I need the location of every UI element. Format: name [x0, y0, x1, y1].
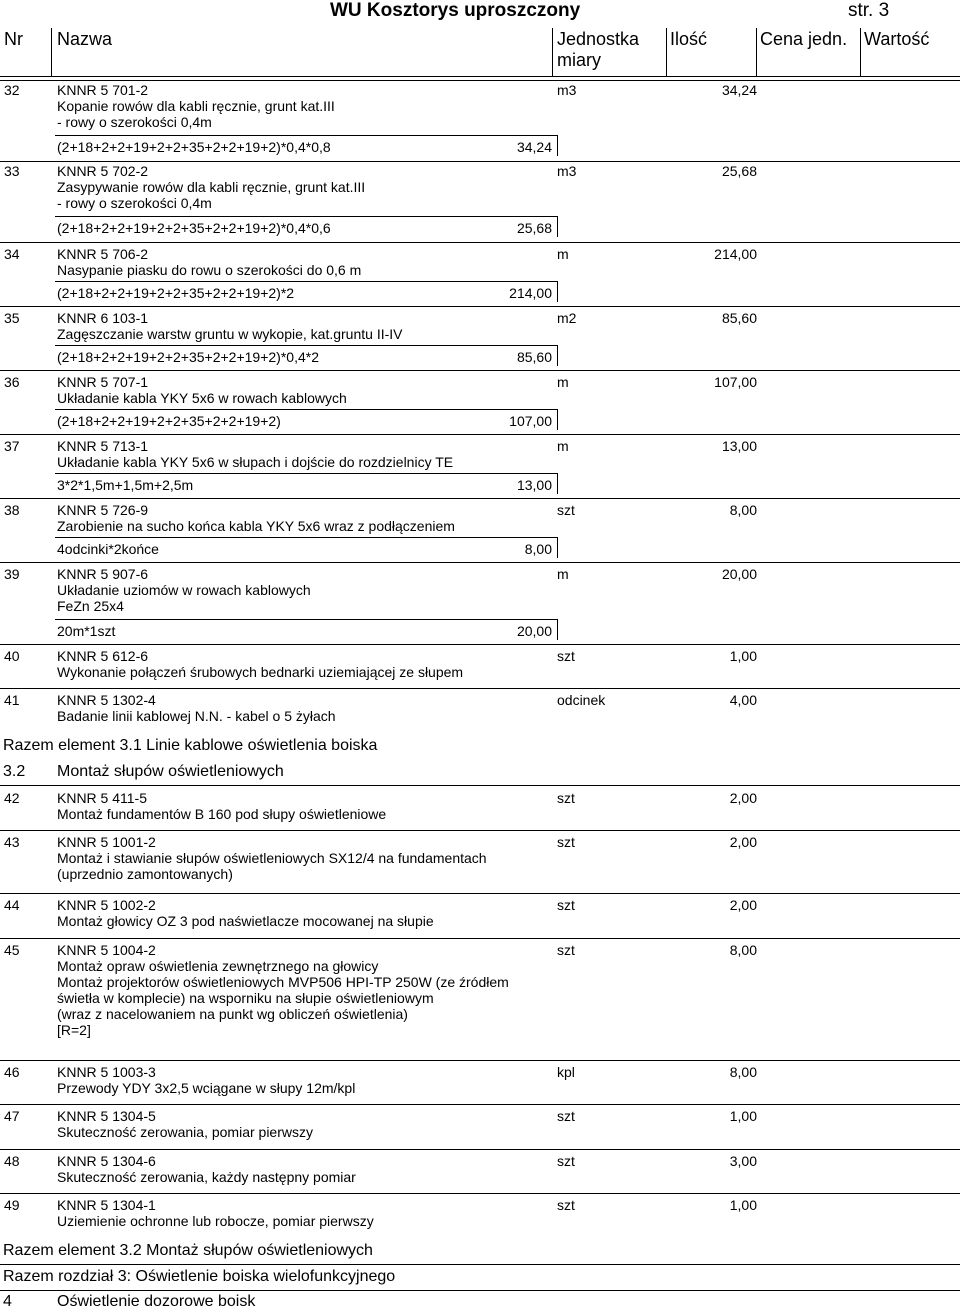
- item-unit: szt: [557, 897, 575, 913]
- item-nr: 45: [4, 942, 20, 958]
- row-rule: [0, 893, 960, 894]
- item-description: Uziemienie ochronne lub robocze, pomiar pierwszy: [57, 1213, 374, 1229]
- item-calc: (2+18+2+2+19+2+2+35+2+2+19+2): [57, 413, 281, 429]
- item-description: Montaż fundamentów B 160 pod słupy oświetleniowe: [57, 806, 387, 822]
- item-unit: szt: [557, 1108, 575, 1124]
- item-description: Zasypywanie rowów dla kabli ręcznie, grunt kat.III - rowy o szerokości 0,4m: [57, 179, 366, 211]
- item-code: KNNR 5 1004-2: [57, 942, 156, 958]
- item-description: Układanie uziomów w rowach kablowych FeZn 25x4: [57, 582, 311, 614]
- col-wartosc: Wartość: [864, 29, 930, 49]
- item-calc-value: 214,00: [509, 285, 552, 301]
- item-qty: 2,00: [729, 790, 757, 806]
- item-qty: 4,00: [729, 692, 757, 708]
- row-rule: [0, 938, 960, 939]
- item-qty: 214,00: [714, 246, 757, 262]
- section-number: 4: [3, 1293, 12, 1310]
- item-description: Układanie kabla YKY 5x6 w słupach i dojście do rozdzielnicy TE: [57, 454, 454, 470]
- item-unit: m: [557, 246, 569, 262]
- row-rule: [0, 644, 960, 645]
- col-nazwa: Nazwa: [57, 29, 113, 49]
- item-nr: 36: [4, 374, 20, 390]
- item-code: KNNR 5 612-6: [57, 648, 149, 664]
- item-description: Kopanie rowów dla kabli ręcznie, grunt kat.III - rowy o szerokości 0,4m: [57, 98, 335, 130]
- item-description: Montaż opraw oświetlenia zewnętrznego na głowicy Montaż projektorów oświetleniowych MVP506 HPI-TP 250W (ze źródłem świetła w komplecie) na wsporniku na słupie oświetleniowym (wraz z nacelowaniem na punkt wg obliczeń oświetlenia) [R=2]: [57, 958, 509, 1038]
- element-total-3-1: Razem element 3.1 Linie kablowe oświetlenia boiska: [3, 737, 378, 754]
- item-description: Montaż i stawianie słupów oświetleniowych SX12/4 na fundamentach (uprzednio zamontowanych): [57, 850, 487, 882]
- page-number: str. 3: [848, 0, 890, 21]
- col-divider: [666, 28, 667, 76]
- item-qty: 85,60: [721, 310, 757, 326]
- item-calc-value: 13,00: [516, 477, 552, 493]
- item-calc: 3*2*1,5m+1,5m+2,5m: [57, 477, 194, 493]
- item-nr: 38: [4, 502, 20, 518]
- item-calc: 20m*1szt: [57, 623, 116, 639]
- item-unit: m3: [557, 163, 577, 179]
- item-calc-value: 85,60: [516, 349, 552, 365]
- item-nr: 46: [4, 1064, 20, 1080]
- item-nr: 47: [4, 1108, 20, 1124]
- item-code: KNNR 5 411-5: [57, 790, 148, 806]
- item-nr: 35: [4, 310, 20, 326]
- item-qty: 8,00: [729, 1064, 757, 1080]
- item-qty: 2,00: [729, 897, 757, 913]
- col-cena: Cena jedn.: [760, 29, 848, 49]
- item-unit: szt: [557, 790, 575, 806]
- item-description: Montaż głowicy OZ 3 pod naświetlacze mocowanej na słupie: [57, 913, 434, 929]
- item-qty: 1,00: [729, 648, 757, 664]
- column-header: [0, 28, 960, 76]
- item-nr: 34: [4, 246, 20, 262]
- section-title: Montaż słupów oświetleniowych: [57, 763, 284, 780]
- row-rule: [0, 688, 960, 689]
- row-rule: [0, 1193, 960, 1194]
- item-qty: 107,00: [714, 374, 757, 390]
- row-rule: [0, 370, 960, 371]
- item-qty: 8,00: [729, 502, 757, 518]
- item-code: KNNR 5 706-2: [57, 246, 149, 262]
- item-description: Skuteczność zerowania, każdy następny pomiar: [57, 1169, 356, 1185]
- item-code: KNNR 5 907-6: [57, 566, 149, 582]
- item-description: Zagęszczanie warstw gruntu w wykopie, kat.gruntu II-IV: [57, 326, 403, 342]
- item-calc: (2+18+2+2+19+2+2+35+2+2+19+2)*0,4*0,6: [57, 220, 331, 236]
- item-code: KNNR 5 1002-2: [57, 897, 156, 913]
- col-divider: [51, 28, 52, 76]
- row-rule: [0, 498, 960, 499]
- item-qty: 20,00: [721, 566, 757, 582]
- item-description: Zarobienie na sucho końca kabla YKY 5x6 wraz z podłączeniem: [57, 518, 455, 534]
- item-unit: m2: [557, 310, 577, 326]
- item-code: KNNR 5 1001-2: [57, 834, 156, 850]
- item-unit: m: [557, 566, 569, 582]
- item-qty: 1,00: [729, 1108, 757, 1124]
- col-ilosc: Ilość: [670, 29, 708, 49]
- item-qty: 3,00: [729, 1153, 757, 1169]
- item-description: Badanie linii kablowej N.N. - kabel o 5 żyłach: [57, 708, 336, 724]
- item-calc-value: 25,68: [516, 220, 552, 236]
- item-calc: (2+18+2+2+19+2+2+35+2+2+19+2)*2: [57, 285, 295, 301]
- item-qty: 8,00: [729, 942, 757, 958]
- item-qty: 2,00: [729, 834, 757, 850]
- item-nr: 41: [4, 692, 20, 708]
- col-miary: miary: [557, 50, 601, 70]
- item-code: KNNR 5 707-1: [57, 374, 149, 390]
- header-rule: [0, 76, 960, 77]
- item-description: Wykonanie połączeń śrubowych bednarki uziemiającej ze słupem: [57, 664, 464, 680]
- item-calc: (2+18+2+2+19+2+2+35+2+2+19+2)*0,4*0,8: [57, 139, 331, 155]
- section-number: 3.2: [3, 763, 26, 780]
- item-qty: 1,00: [729, 1197, 757, 1213]
- col-divider: [552, 28, 553, 76]
- item-unit: kpl: [557, 1064, 575, 1080]
- item-nr: 40: [4, 648, 20, 664]
- item-calc: 4odcinki*2końce: [57, 541, 159, 557]
- item-nr: 37: [4, 438, 20, 454]
- calc-box: [55, 619, 558, 640]
- item-unit: szt: [557, 942, 575, 958]
- col-divider: [860, 28, 861, 76]
- element-total-3-2: Razem element 3.2 Montaż słupów oświetleniowych: [3, 1242, 373, 1259]
- col-jednostka: Jednostka: [557, 29, 640, 49]
- item-nr: 32: [4, 82, 20, 98]
- section-title: Oświetlenie dozorowe boisk: [57, 1293, 256, 1310]
- item-nr: 48: [4, 1153, 20, 1169]
- row-rule: [0, 1149, 960, 1150]
- item-code: KNNR 5 702-2: [57, 163, 149, 179]
- row-rule: [0, 1290, 960, 1291]
- item-description: Przewody YDY 3x2,5 wciągane w słupy 12m/kpl: [57, 1080, 356, 1096]
- item-qty: 34,24: [721, 82, 757, 98]
- row-rule: [0, 1104, 960, 1105]
- item-unit: szt: [557, 1197, 575, 1213]
- row-rule: [0, 830, 960, 831]
- item-unit: m: [557, 374, 569, 390]
- col-nr: Nr: [4, 29, 23, 49]
- item-code: KNNR 5 1304-1: [57, 1197, 156, 1213]
- item-unit: m3: [557, 82, 577, 98]
- row-rule: [0, 242, 960, 243]
- item-nr: 44: [4, 897, 20, 913]
- item-description: Nasypanie piasku do rowu o szerokości do 0,6 m: [57, 262, 362, 278]
- item-unit: m: [557, 438, 569, 454]
- item-code: KNNR 5 726-9: [57, 502, 149, 518]
- item-description: Skuteczność zerowania, pomiar pierwszy: [57, 1124, 313, 1140]
- item-code: KNNR 5 1302-4: [57, 692, 156, 708]
- item-code: KNNR 6 103-1: [57, 310, 149, 326]
- row-rule: [0, 1060, 960, 1061]
- item-nr: 33: [4, 163, 20, 179]
- item-code: KNNR 5 1003-3: [57, 1064, 156, 1080]
- item-unit: szt: [557, 648, 575, 664]
- item-nr: 39: [4, 566, 20, 582]
- item-qty: 13,00: [721, 438, 757, 454]
- item-nr: 43: [4, 834, 20, 850]
- item-calc-value: 107,00: [509, 413, 552, 429]
- row-rule: [0, 785, 960, 786]
- row-rule: [0, 306, 960, 307]
- item-calc: (2+18+2+2+19+2+2+35+2+2+19+2)*0,4*2: [57, 349, 319, 365]
- item-nr: 49: [4, 1197, 20, 1213]
- row-rule: [0, 1264, 960, 1265]
- row-rule: [0, 80, 960, 81]
- document-title: WU Kosztorys uproszczony: [330, 0, 581, 21]
- item-unit: szt: [557, 1153, 575, 1169]
- item-calc-value: 8,00: [524, 541, 552, 557]
- row-rule: [0, 562, 960, 563]
- section-total-3: Razem rozdział 3: Oświetlenie boiska wielofunkcyjnego: [3, 1268, 396, 1285]
- item-calc-value: 20,00: [516, 623, 552, 639]
- row-rule: [0, 161, 960, 162]
- item-unit: szt: [557, 502, 575, 518]
- item-unit: szt: [557, 834, 575, 850]
- item-description: Układanie kabla YKY 5x6 w rowach kablowych: [57, 390, 347, 406]
- item-code: KNNR 5 701-2: [57, 82, 149, 98]
- item-code: KNNR 5 1304-6: [57, 1153, 156, 1169]
- row-rule: [0, 434, 960, 435]
- col-divider: [756, 28, 757, 76]
- item-code: KNNR 5 1304-5: [57, 1108, 156, 1124]
- item-code: KNNR 5 713-1: [57, 438, 149, 454]
- item-unit: odcinek: [557, 692, 606, 708]
- item-nr: 42: [4, 790, 20, 806]
- item-qty: 25,68: [721, 163, 757, 179]
- item-calc-value: 34,24: [516, 139, 552, 155]
